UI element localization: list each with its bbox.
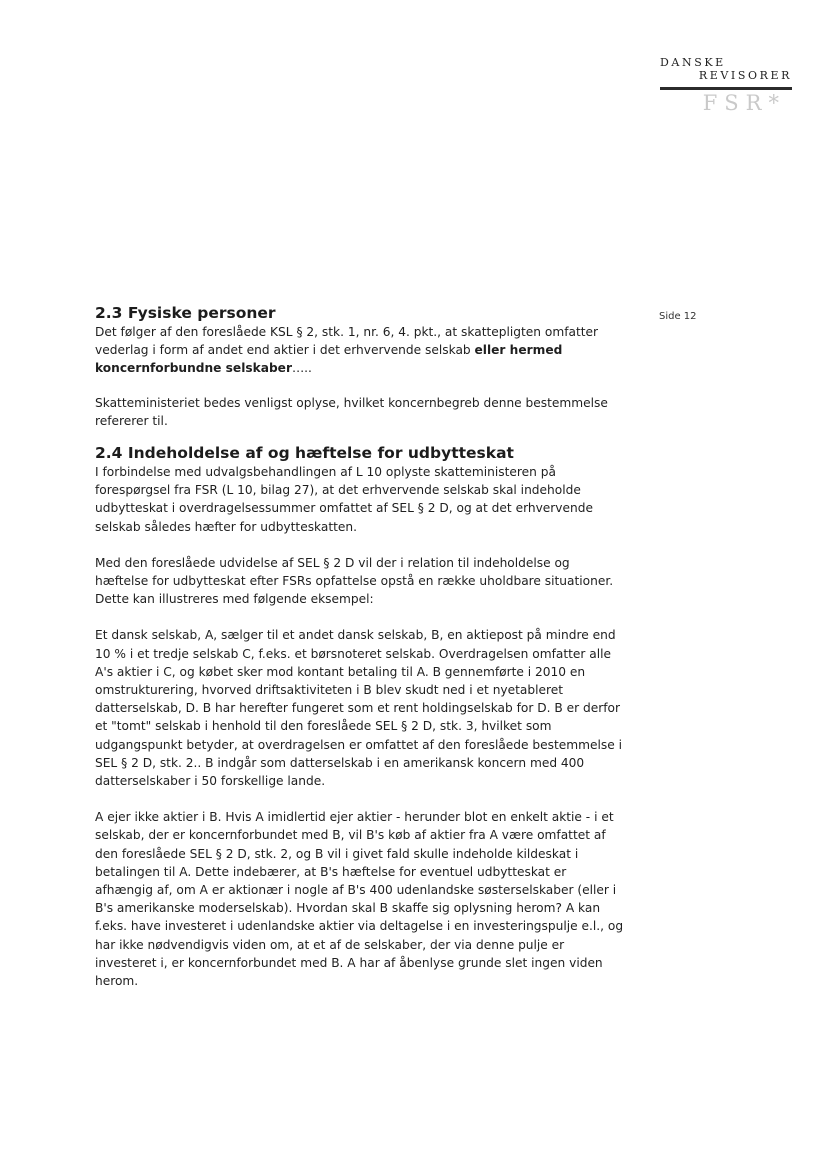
paragraph-bold-text: eller hermed koncernforbundne selskaber <box>95 343 563 376</box>
logo-line-danske: DANSKE <box>660 56 726 69</box>
section-heading-2-4: 2.4 Indeholdelse af og hæftelse for udbytteskat <box>95 444 514 463</box>
page-number: Side 12 <box>659 311 697 322</box>
section-heading-2-3: 2.3 Fysiske personer <box>95 304 276 322</box>
document-body <box>95 303 625 990</box>
logo-line-revisorer: REVISORER <box>698 69 792 82</box>
paragraph-2-3-2: Skatteministeriet bedes venligst oplyse, hvilket koncernbegreb denne bestemmelse refererer til. <box>95 395 608 428</box>
paragraph-tail: ….. <box>291 361 312 376</box>
paragraph-text: Det følger af den foreslåede KSL § 2, stk. 1, nr. 6, 4. pkt., at skattepligten omfatter vederlag i form af andet end aktier i det erhvervende selskab <box>95 325 599 358</box>
paragraph-2-4-3: Et dansk selskab, A, sælger til et andet dansk selskab, B, en aktiepost på mindre end 10 % i et tredje selskab C, f.eks. et børsnoteret selskab. Overdragelsen omfatter alle A's aktier i C, og købet sker mod kontant betaling til A. B gennemførte i 2010 en omstrukturering, hvorved driftsaktiviteten i B blev skudt ned i et nyetableret datterselskab, D. B har herefter fungeret som et rent holdingselskab for D. B er derfor et "tomt" selskab i henhold til den foreslåede SEL § 2 D, stk. 3, hvilket som udgangspunkt betyder, at overdragelsen er omfattet af den foreslåede bestemmelse i SEL § 2 D, stk. 2.. B indgår som datterselskab i en amerikansk koncern med 400 datterselskaber i 50 forskellige lande. <box>95 628 622 789</box>
paragraph-2-4-4: A ejer ikke aktier i B. Hvis A imidlertid ejer aktier - herunder blot en enkelt aktie - i et selskab, der er koncernforbundet med B, vil B's køb af aktier fra A være omfattet af den foreslåede SEL § 2 D, stk. 2, og B vil i givet fald skulle indeholde kildeskat i betalingen til A. Dette indebærer, at B's hæftelse for eventuel udbytteskat er afhængig af, om A er aktionær i nogle af B's 400 udenlandske søsterselskaber (eller i B's amerikanske moderselskab). Hvordan skal B skaffe sig oplysning herom? A kan f.eks. have investeret i udenlandske aktier via deltagelse i en investeringspulje e.l., og har ikke nødvendigvis viden om, at et af de selskaber, der via denne pulje er investeret i, er koncernforbundet med B. A har af åbenlyse grunde slet ingen viden herom. <box>95 810 624 989</box>
logo-fsr-mark: FSR* <box>702 91 786 115</box>
fsr-logo <box>650 54 792 120</box>
paragraph-2-4-2: Med den foreslåede udvidelse af SEL § 2 D vil der i relation til indeholdelse og hæftelse for udbytteskat efter FSRs opfattelse opstå en række uholdbare situationer. Dette kan illustreres med følgende eksempel: <box>95 555 614 607</box>
paragraph-2-3-1 <box>95 323 625 378</box>
logo-rule <box>660 87 792 90</box>
paragraph-2-4-1: I forbindelse med udvalgsbehandlingen af L 10 oplyste skatteministeren på forespørgsel fra FSR (L 10, bilag 27), at det erhvervende selskab skal indeholde udbytteskat i overdragelsessummer omfattet af SEL § 2 D, og at det erhvervende selskab således hæfter for udbytteskatten. <box>95 465 593 534</box>
